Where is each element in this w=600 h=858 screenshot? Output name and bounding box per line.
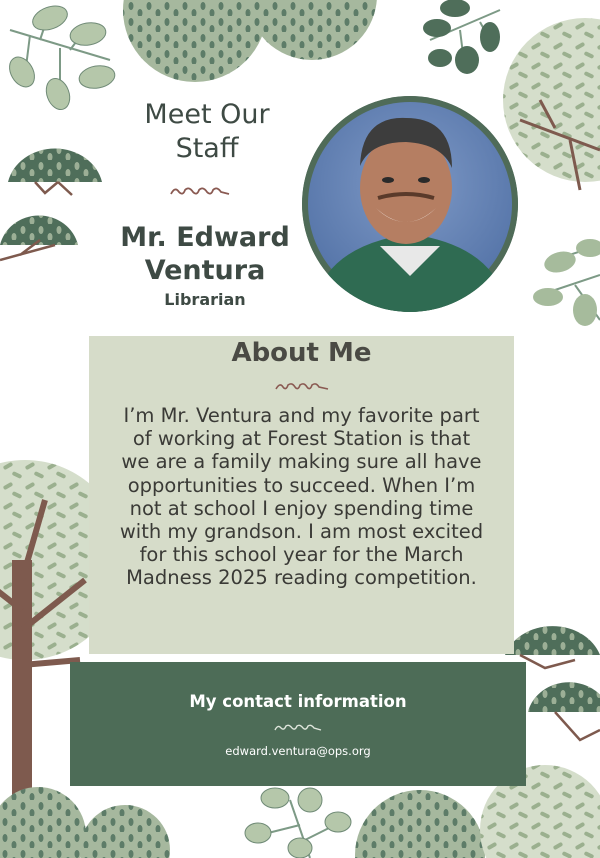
staff-name-line-2: Ventura [144,255,266,286]
staff-portrait-image [302,96,518,312]
about-line: for this school year for the March [139,543,464,567]
about-line: Madness 2025 reading competition. [126,566,477,590]
page-title-line-1: Meet Our [144,99,270,130]
about-line: with my grandson. I am most excited [119,520,484,544]
about-me-title: About Me [231,338,372,368]
right-middle-leaves [533,239,600,326]
staff-photo [302,96,518,312]
staff-name [100,221,310,287]
page-title-line-2: Staff [175,133,239,164]
about-line: of working at Forest Station is that [132,427,471,451]
title-divider-squiggle [169,184,231,198]
about-line: I’m Mr. Ventura and my favorite part [123,404,480,427]
top-tree-canopy [123,0,377,82]
right-top-tree [503,18,600,190]
contact-section [70,662,526,786]
about-divider-squiggle [274,380,330,392]
left-small-trees [0,149,102,260]
contact-title: My contact information [189,692,407,711]
top-right-branch-leaves [423,0,500,74]
staff-role: Librarian [164,290,246,309]
about-line: opportunities to succeed. When I’m [127,473,476,497]
about-line: not at school I enjoy spending time [129,496,474,520]
staff-name-line-1: Mr. Edward [120,222,290,253]
page-title [112,98,302,166]
about-me-text [91,404,512,590]
contact-email-link[interactable]: edward.ventura@ops.org [225,744,371,758]
contact-divider-squiggle [273,722,323,732]
bottom-center-leaves [245,788,351,858]
about-line: we are a family making sure all have [121,450,482,474]
about-me-section [89,336,514,654]
